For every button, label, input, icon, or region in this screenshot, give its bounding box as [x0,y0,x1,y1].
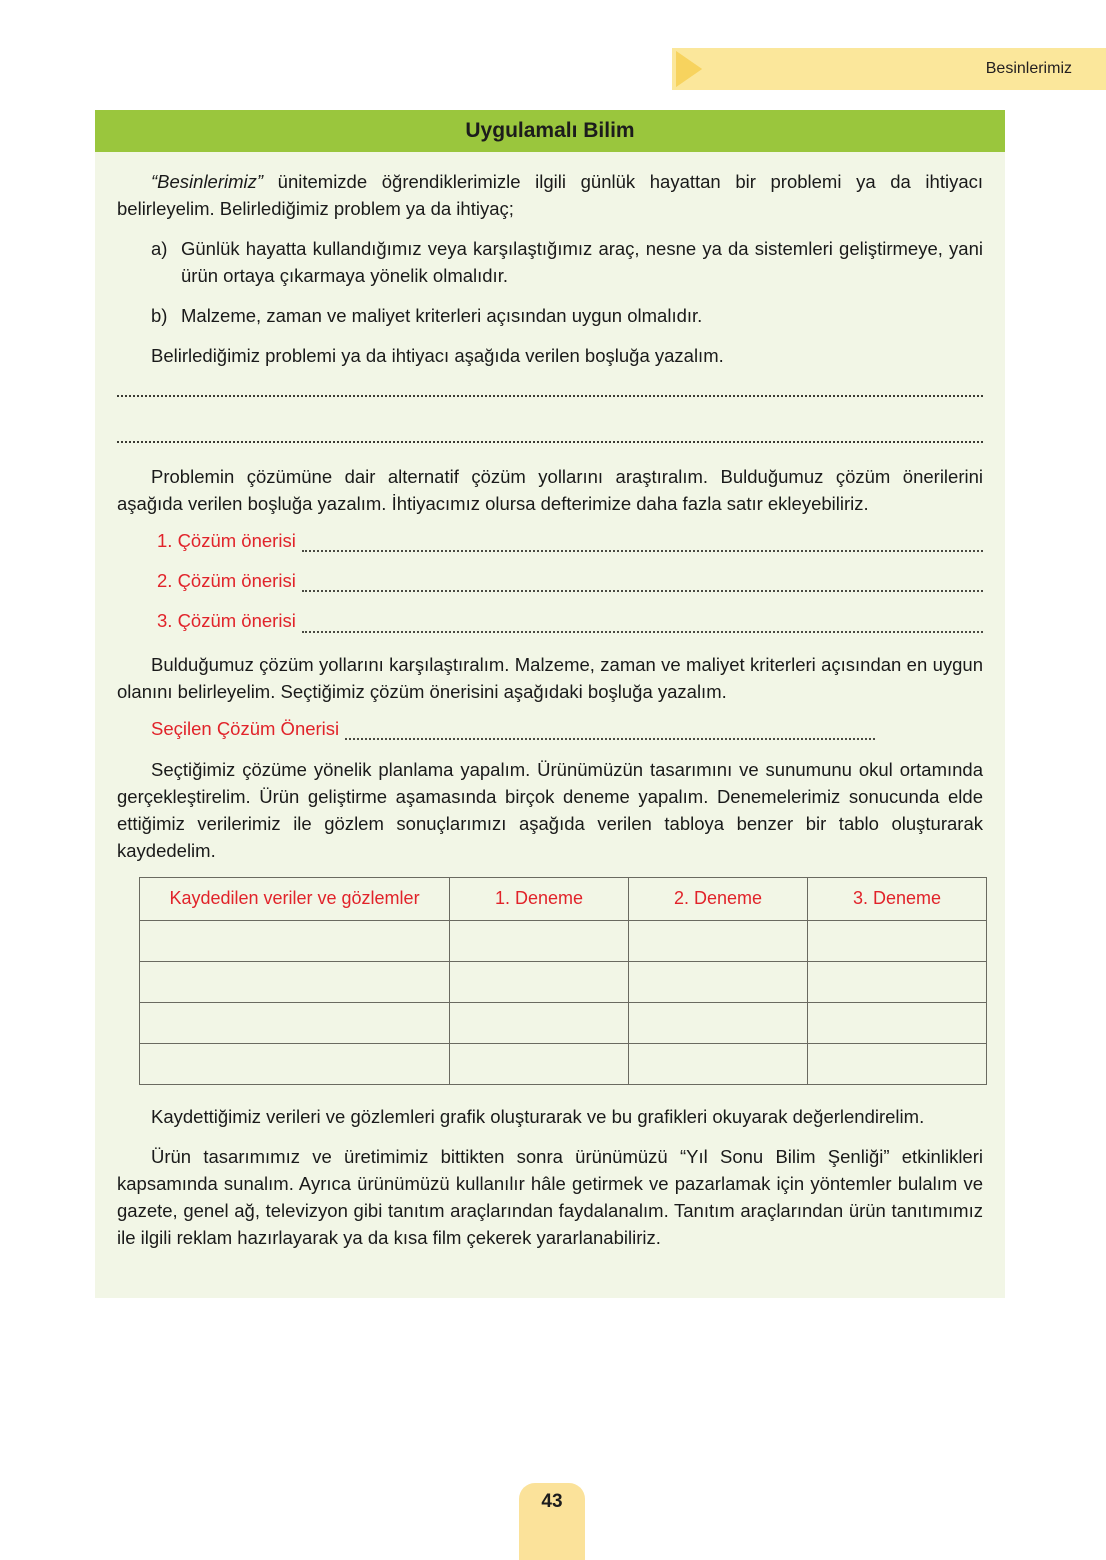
table-cell[interactable] [808,1002,987,1043]
list-item-marker: a) [151,238,168,259]
write-problem-note: Belirlediğimiz problemi ya da ihtiyacı aşağıda verilen boşluğa yazalım. [151,345,724,366]
page-number: 43 [541,1491,563,1512]
selected-solution-blank[interactable] [345,730,875,740]
table-header-row [140,877,987,920]
section-title: Uygulamalı Bilim [95,110,1005,152]
table-row [140,1043,987,1084]
table-cell[interactable] [808,961,987,1002]
table-cell[interactable] [450,1002,629,1043]
intro-paragraph-rest: ünitemizde öğrendiklerimizle ilgili günlük hayattan bir problemi ya da ihtiyacı belirleyelim. Belirlediğimiz problem ya da ihtiyaç; [117,171,983,219]
planning-paragraph: Seçtiğimiz çözüme yönelik planlama yapalım. Ürünümüzün tasarımını ve sunumunu okul ortamında gerçekleştirelim. Ürün geliştirme aşamasında birçok deneme yapalım. Denemelerimiz sonucunda elde ettiğimiz verilerimiz ile gözlem sonuçlarımızı aşağıda verilen tabloya benzer bir tablo oluşturarak kaydedelim. [117,758,983,861]
solution-proposal-row[interactable] [117,610,983,632]
problem-blank-lines [117,393,983,443]
solution-proposal-label: 1. Çözüm önerisi [157,530,296,551]
observations-table [139,877,987,1085]
table-cell[interactable] [140,1043,450,1084]
unit-title: Besinlerimiz [985,60,1072,77]
table-header-cell: 3. Deneme [808,877,987,920]
table-cell[interactable] [140,920,450,961]
running-header-banner [672,48,1106,90]
section-body [95,152,1005,1298]
table-cell[interactable] [808,1043,987,1084]
criteria-list [117,235,983,329]
selected-solution-row[interactable] [117,718,983,740]
solution-proposal-label: 2. Çözüm önerisi [157,570,296,592]
table-row [140,920,987,961]
solution-proposal-blank[interactable] [302,623,983,633]
promotion-paragraph: Ürün tasarımımız ve üretimimiz bittikten sonra ürünümüzü “Yıl Sonu Bilim Şenliği” etkinlikleri kapsamında sunalım. Ayrıca ürünümüzü kullanılır hâle getirmek ve pazarlamak için yöntemler bulalım ve gazete, genel ağ, televizyon gibi tanıtım araçlarından faydalanalım. Tanıtım araçlarından ürün tanıtımımız ile ilgili reklam hazırlayarak ya da kısa film çekerek yararlanabiliriz. [117,1145,983,1248]
compare-paragraph: Bulduğumuz çözüm yollarını karşılaştıralım. Malzeme, zaman ve maliyet kriterleri açısından en uygun olanını belirleyelim. Seçtiğimiz çözüm önerisini aşağıdaki boşluğa yazalım. [117,653,983,702]
list-item [117,235,983,289]
table-cell[interactable] [629,961,808,1002]
chevron-right-icon [676,51,728,87]
list-item [117,302,983,329]
applied-science-box [95,110,1005,1298]
page-number-tab [519,1483,585,1560]
solution-proposal-label: 3. Çözüm önerisi [157,610,296,632]
table-cell[interactable] [450,920,629,961]
table-cell[interactable] [629,1043,808,1084]
table-cell[interactable] [629,920,808,961]
list-item-label: Günlük hayatta kullandığımız veya karşılaştığımız araç, nesne ya da sistemleri geliştirmeye, yani ürün ortaya çıkarmaya yönelik olmalıdır. [181,238,983,286]
table-header-cell: 1. Deneme [450,877,629,920]
list-item-label: Malzeme, zaman ve maliyet kriterleri açısından uygun olmalıdır. [181,305,703,326]
table-cell[interactable] [140,1002,450,1043]
solution-proposal-blank[interactable] [302,582,983,592]
intro-paragraph [117,168,983,222]
table-header-cell: Kaydedilen veriler ve gözlemler [140,877,450,920]
graph-paragraph: Kaydettiğimiz verileri ve gözlemleri grafik oluşturarak ve bu grafikleri okuyarak değerlendirelim. [151,1105,925,1127]
table-cell[interactable] [808,920,987,961]
quoted-unit-name: “Besinlerimiz” [151,171,264,192]
table-cell[interactable] [629,1002,808,1043]
solution-proposal-blank[interactable] [302,542,983,552]
blank-write-line[interactable] [117,439,983,443]
table-cell[interactable] [140,961,450,1002]
solution-proposal-row[interactable] [117,530,983,552]
table-header-cell: 2. Deneme [629,877,808,920]
alternatives-paragraph: Problemin çözümüne dair alternatif çözüm yollarını araştıralım. Bulduğumuz çözüm önerilerini aşağıda verilen boşluğa yazalım. İhtiyacımız olursa defterimize daha fazla satır ekleyebiliriz. [117,466,983,514]
table-row [140,1002,987,1043]
selected-solution-label: Seçilen Çözüm Önerisi [151,717,340,739]
list-item-marker: b) [151,305,168,326]
table-cell[interactable] [450,1043,629,1084]
table-cell[interactable] [450,961,629,1002]
solution-proposal-row[interactable] [117,570,983,592]
table-row [140,961,987,1002]
blank-line-spacer [117,397,983,439]
